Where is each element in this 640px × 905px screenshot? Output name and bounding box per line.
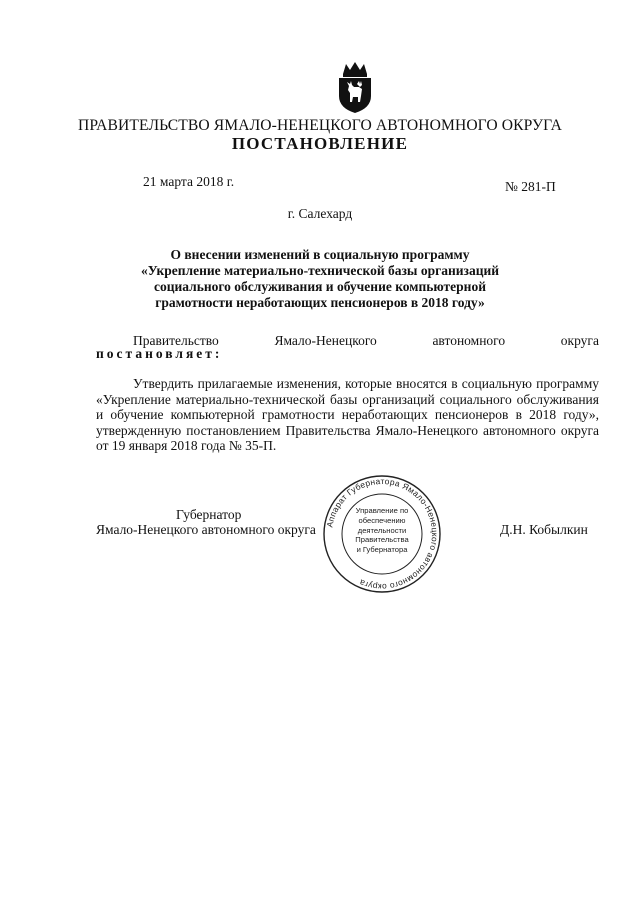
stamp-line: деятельности	[357, 525, 407, 535]
decides-word: постановляет:	[96, 346, 223, 361]
signatory-name: Д.Н. Кобылкин	[500, 522, 588, 537]
preamble-word: округа	[560, 333, 599, 348]
resolution-text: Утвердить прилагаемые изменения, которые вносятся в социальную программу «Укрепление материально-технической базы организаций социального обслуживания и обучение компьютерной грамотности неработающих пенсионеров в 2018 году», утвержденную постановлением Правительства Ямало-Ненецкого автономного округа от 19 января 2018 года № 35-П.	[96, 376, 599, 454]
preamble-word: Правительство	[133, 333, 219, 348]
document-city: г. Салехард	[287, 206, 353, 221]
stamp-line: и Губернатора	[356, 545, 408, 555]
coat-of-arms-icon	[333, 60, 377, 114]
stamp-ring-text: Аппарат Губернатора Ямало-Ненецкого автономного округа	[324, 475, 441, 593]
government-title: ПРАВИТЕЛЬСТВО ЯМАЛО-НЕНЕЦКОГО АВТОНОМНОГО ОКРУГА	[78, 117, 562, 134]
signatory-title: Губернатор	[176, 507, 242, 522]
stamp-line: обеспечению	[358, 515, 406, 525]
document-type: ПОСТАНОВЛЕНИЕ	[231, 134, 409, 153]
stamp-line: Правительства	[355, 535, 409, 545]
stamp-line: Управление по	[355, 506, 409, 515]
signatory-organization: Ямало-Ненецкого автономного округа	[96, 522, 316, 537]
document-date: 21 марта 2018 г.	[143, 174, 235, 189]
document-subject: О внесении изменений в социальную программу «Укрепление материально-технической базы организаций социального обслуживания и обучение компьютерной грамотности неработающих пенсионеров в 2018 году»	[140, 247, 500, 310]
preamble-word: автономного	[432, 333, 506, 348]
preamble-word: Ямало-Ненецкого	[274, 333, 377, 348]
document-number: № 281-П	[505, 179, 556, 194]
stamp-inner-text	[345, 506, 419, 555]
